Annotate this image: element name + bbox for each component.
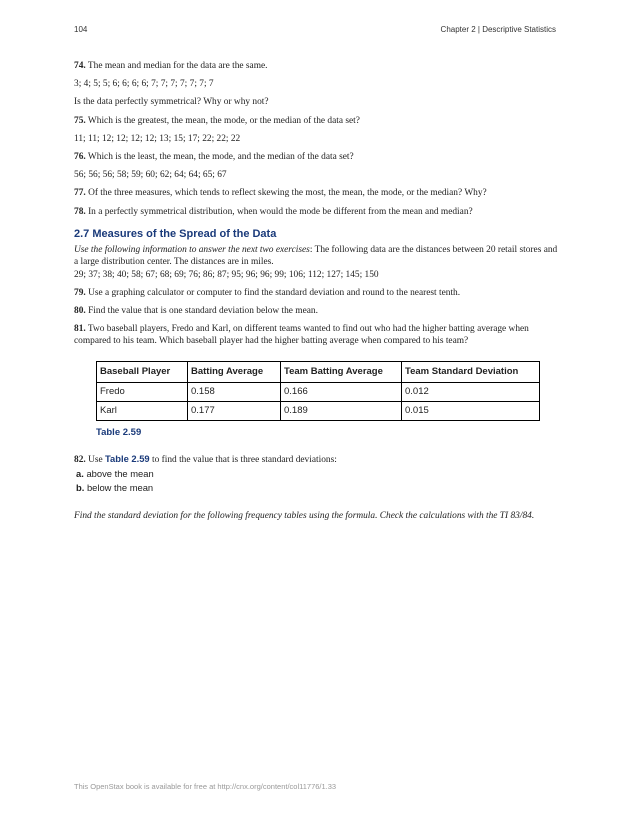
closing-instruction: Find the standard deviation for the following frequency tables using the formula. Check the calculations with the TI 83/84. xyxy=(74,511,535,522)
table-header-cell: Baseball Player xyxy=(97,362,188,383)
intro-data: 29; 37; 38; 40; 58; 67; 68; 69; 76; 86; 87; 95; 96; 96; 99; 106; 112; 127; 145; 150 xyxy=(74,269,379,280)
exercise-number: 78. xyxy=(74,206,86,217)
table-cell: 0.177 xyxy=(188,402,281,421)
table-cell: 0.015 xyxy=(402,402,540,421)
sub-item-text: below the mean xyxy=(86,482,154,494)
table-caption: Table 2.59 xyxy=(96,427,142,439)
exercise-text: Of the three measures, which tends to reflect skewing the most, the mean, the mode, or the median? Why? xyxy=(88,188,487,199)
table-reference-link[interactable]: Table 2.59 xyxy=(105,453,150,465)
exercise-text-post: to find the value that is three standard deviations: xyxy=(149,455,337,466)
table-row xyxy=(97,402,540,421)
page-content xyxy=(74,60,558,528)
sub-item-label: b. xyxy=(76,482,85,494)
exercise-81 xyxy=(74,323,558,347)
table-cell: 0.189 xyxy=(281,402,402,421)
exercise-77 xyxy=(74,187,558,199)
table-header-row xyxy=(97,362,540,383)
table-row xyxy=(97,383,540,402)
exercise-number: 79. xyxy=(74,287,86,298)
page-footer: This OpenStax book is available for free at http://cnx.org/content/col11776/1.33 xyxy=(74,782,337,791)
exercise-text: Find the value that is one standard deviation below the mean. xyxy=(88,305,318,316)
exercise-number: 77. xyxy=(74,188,86,199)
exercise-75 xyxy=(74,115,558,127)
exercise-74-question: Is the data perfectly symmetrical? Why or why not? xyxy=(74,97,269,108)
exercise-82 xyxy=(74,453,558,466)
exercise-76-data: 56; 56; 56; 58; 59; 60; 62; 64; 64; 65; 67 xyxy=(74,170,227,181)
chapter-title: Chapter 2 | Descriptive Statistics xyxy=(440,25,556,34)
exercise-text: Use a graphing calculator or computer to find the standard deviation and round to the nearest tenth. xyxy=(88,287,461,298)
table-header-cell: Batting Average xyxy=(188,362,281,383)
exercise-number: 80. xyxy=(74,305,86,316)
batting-table xyxy=(96,361,540,421)
sub-item-a xyxy=(76,468,558,480)
table-cell: Fredo xyxy=(97,383,188,402)
exercise-76 xyxy=(74,151,558,163)
exercise-74 xyxy=(74,60,558,72)
page-number: 104 xyxy=(74,25,88,34)
section-title: 2.7 Measures of the Spread of the Data xyxy=(74,227,277,240)
exercise-text: Which is the greatest, the mean, the mode, or the median of the data set? xyxy=(87,115,360,126)
sub-item-text: above the mean xyxy=(86,468,154,480)
exercise-number: 76. xyxy=(74,151,86,162)
sub-item-b xyxy=(76,482,558,494)
exercise-number: 74. xyxy=(74,61,86,71)
table-header-cell: Team Standard Deviation xyxy=(402,362,540,383)
exercise-74-data: 3; 4; 5; 5; 6; 6; 6; 6; 7; 7; 7; 7; 7; 7; 7 xyxy=(74,79,214,90)
exercise-text: The mean and median for the data are the same. xyxy=(87,61,268,71)
page-header xyxy=(74,25,556,34)
exercise-78 xyxy=(74,206,558,218)
exercise-75-data: 11; 11; 12; 12; 12; 12; 13; 15; 17; 22; 22; 22 xyxy=(74,133,241,144)
table-cell: 0.012 xyxy=(402,383,540,402)
table-cell: Karl xyxy=(97,402,188,421)
intro-paragraph xyxy=(74,244,558,268)
exercise-text: Two baseball players, Fredo and Karl, on different teams wanted to find out who had the higher batting average when compared to his team. Which baseball player had the higher batting average when compared to his team? xyxy=(74,324,529,347)
table-header-cell: Team Batting Average xyxy=(281,362,402,383)
exercise-text: Which is the least, the mean, the mode, and the median of the data set? xyxy=(87,151,354,162)
exercise-text-pre: Use xyxy=(88,455,105,466)
table-cell: 0.166 xyxy=(281,383,402,402)
exercise-number: 81. xyxy=(74,324,86,335)
table-cell: 0.158 xyxy=(188,383,281,402)
exercise-text: In a perfectly symmetrical distribution, when would the mode be different from the mean and median? xyxy=(88,206,473,217)
intro-italic: Use the following information to answer the next two exercises xyxy=(74,244,310,255)
sub-item-label: a. xyxy=(76,468,84,480)
exercise-79 xyxy=(74,287,558,299)
exercise-number: 82. xyxy=(74,455,86,466)
intro-text: : The following data are the distances between 20 retail stores and a large distribution center. The distances are in miles. xyxy=(74,244,558,267)
exercise-number: 75. xyxy=(74,115,86,126)
exercise-80 xyxy=(74,305,558,317)
